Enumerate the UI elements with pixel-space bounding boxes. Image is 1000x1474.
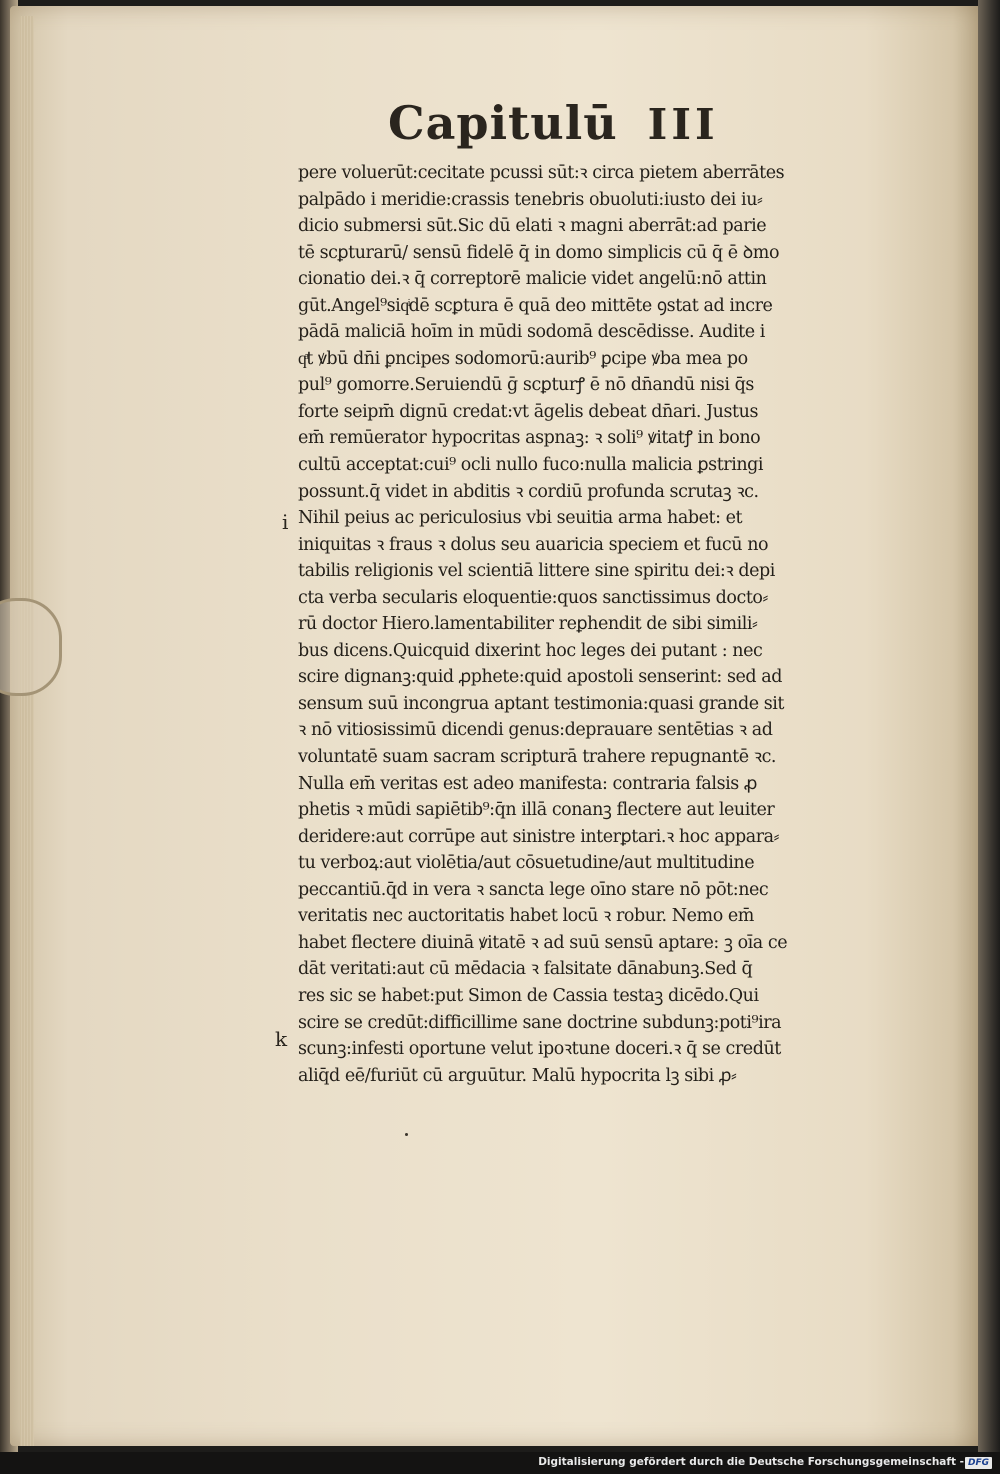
chapter-heading [388,96,719,150]
text-line: pere voluerūt:cecitate pcussi sūt:ꝛ circa pietem aberrātes [298,163,785,183]
text-line: sensum suū incongrua aptant testimonia:quasi grande sit [298,693,785,714]
text-line: forte seipm̄ dignū credat:vt āgelis debeat dn̄ari. Justus [298,401,758,422]
chapter-number: III [647,100,719,149]
text-line: cionatio dei.ꝛ q̄ correptorē malicie videt angelū:nō attin [298,269,767,290]
text-line: pul⁹ gomorre.Seruiendū ḡ scꝑturꝭ ē nō dn̄andū nisi q̄s [298,375,754,396]
text-line: possunt.q̄ videt in abditis ꝛ cordiū profunda scrutaꝫ ꝛc. [298,481,759,502]
text-line: tē scꝑturarū/ sensū fidelē q̄ in domo simplicis cū q̄ ē ꝺmo [298,242,780,263]
dfg-logo: DFG [965,1457,992,1469]
text-line: dāt veritati:aut cū mēdacia ꝛ falsitate dānabunꝫ.Sed q̄ [298,959,753,980]
text-line: voluntatē suam sacram scripturā trahere repugnantē ꝛc. [298,747,777,768]
marginal-signature-k: k [275,1027,288,1051]
text-line: habet flectere diuinā ꝟitatē ꝛ ad suū sensū aptare: ꝫ oīa ce [298,932,788,953]
text-line: palpādo i meridie:crassis tenebris obuoluti:iusto dei iu⸗ [298,189,763,210]
text-line: phetis ꝛ mūdi sapiētib⁹:q̄n illā conanꝫ flectere aut leuiter [298,800,775,821]
text-line: veritatis nec auctoritatis habet locū ꝛ robur. Nemo em̄ [298,906,754,927]
text-line: aliq̄d eē/furiūt cū arguūtur. Malū hypocrita lꝫ sibi ꝓ⸗ [298,1065,737,1086]
text-line: res sic se habet:put Simon de Cassia testaꝫ dicēdo.Qui [298,985,759,1006]
text-line: em̄ remūerator hypocritas aspnaꝫ: ꝛ soli⁹ ꝟitatꝭ in bono [298,428,761,449]
text-line: ꝛ nō vitiosissimū dicendi genus:deprauare sentētias ꝛ ad [298,720,773,741]
marginal-signature-i: i [282,510,289,534]
text-block [298,160,880,1089]
text-line: Nulla em̄ veritas est adeo manifesta: contraria falsis ꝓ [298,773,757,794]
funding-credit: Digitalisierung gefördert durch die Deutsche Forschungsgemeinschaft - [538,1456,964,1468]
text-line: tu verboꝝ:aut violētia/aut cōsuetudine/aut multitudine [298,853,755,874]
text-line: deridere:aut corrūpe aut sinistre interꝑtari.ꝛ hoc appara⸗ [298,826,780,847]
text-line: pādā maliciā hoīm in mūdi sodomā descēdisse. Audite i [298,322,765,343]
page-stack-edge [20,16,34,1446]
right-page-edge [978,0,1000,1452]
text-line: qͣt ꝟbū dn̄i ꝑncipes sodomorū:aurib⁹ ꝑcipe ꝟba mea po [298,348,748,369]
chapter-title: Capitulū [388,96,618,150]
text-line: tabilis religionis vel scientiā littere sine spiritu dei:ꝛ depi [298,561,775,582]
text-line: gūt.Angel⁹siqͥdē scꝑtura ē quā deo mittēte ꝯstat ad incre [298,295,773,316]
text-line: rū doctor Hiero.lamentabiliter reꝑhendit de sibi simili⸗ [298,614,758,635]
text-line: iniquitas ꝛ fraus ꝛ dolus seu auaricia speciem et fucū no [298,534,769,555]
text-line: peccantiū.q̄d in vera ꝛ sancta lege oīno stare nō pōt:nec [298,879,769,900]
text-line: Nihil peius ac periculosius vbi seuitia arma habet: et [298,508,743,529]
text-line: bus dicens.Quicquid dixerint hoc leges dei putant : nec [298,640,763,661]
text-line: cultū acceptat:cui⁹ ocli nullo fuco:nulla malicia ꝑstringi [298,455,764,476]
text-line: scire se credūt:difficillime sane doctrine subdunꝫ:poti⁹ira [298,1012,782,1033]
ink-dot [405,1133,408,1136]
footer-bar [0,1452,1000,1474]
text-line: scire dignanꝫ:quid ꝓphete:quid apostoli senserint: sed ad [298,667,782,688]
text-line: scunꝫ:infesti oportune velut ipoꝛtune doceri.ꝛ q̄ se credūt [298,1039,781,1060]
book-clasp [0,598,62,696]
text-line: cta verba secularis eloquentie:quos sanctissimus docto⸗ [298,587,768,608]
text-line: dicio submersi sūt.Sic dū elati ꝛ magni aberrāt:ad parie [298,216,767,237]
